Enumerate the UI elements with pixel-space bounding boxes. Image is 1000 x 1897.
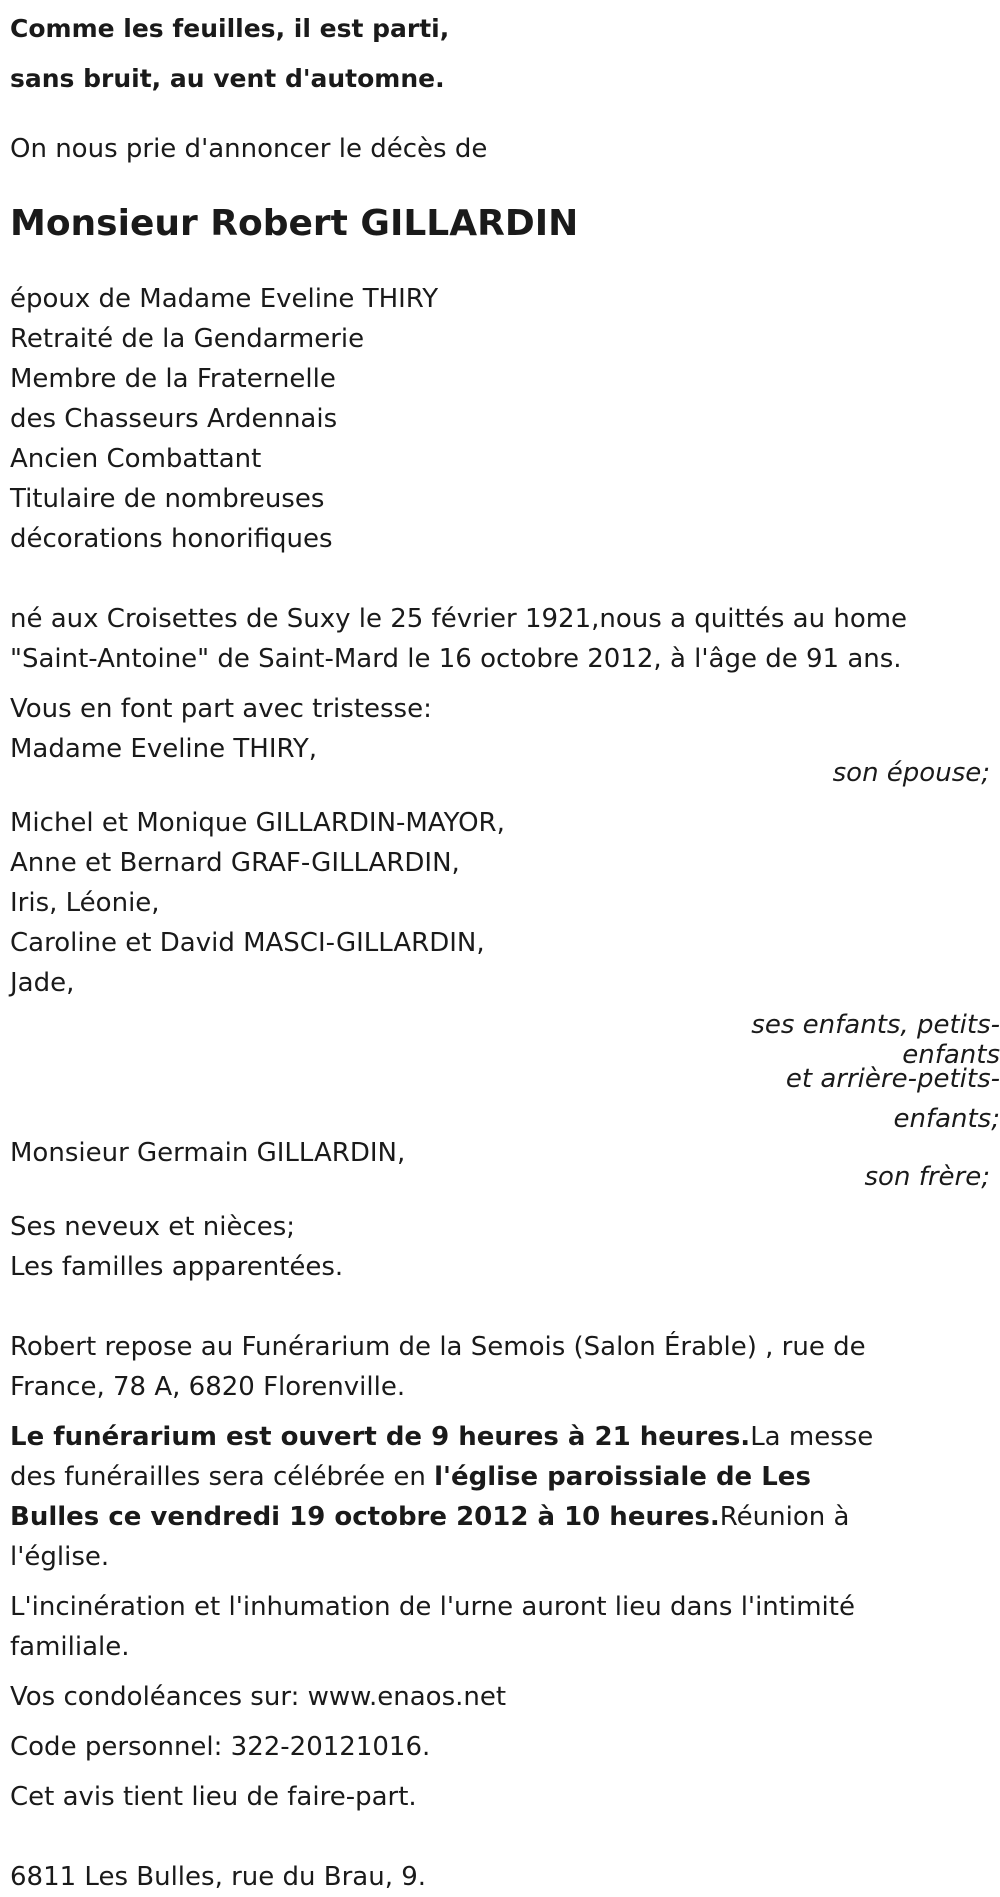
child-line: Iris, Léonie, (10, 888, 160, 918)
condolences-text: Vos condoléances sur: www.enaos.net (10, 1682, 507, 1712)
children-list (10, 803, 990, 1003)
address-text: 6811 Les Bulles, rue du Brau, 9. (10, 1862, 427, 1892)
relation-line: ses enfants, petits- (751, 1010, 1000, 1040)
funeral-info (10, 1417, 890, 1577)
personal-code: Code personnel: 322-20121016. (10, 1732, 431, 1762)
brother-name: Monsieur Germain GILLARDIN, (10, 1138, 406, 1168)
birth-line-2: "Saint-Antoine" de Saint-Mard le 16 octobre 2012, à l'âge de 91 ans. (10, 644, 902, 674)
relation-line: enfants (902, 1040, 1000, 1070)
title-line: Titulaire de nombreuses (10, 484, 325, 514)
title-line: décorations honorifiques (10, 524, 333, 554)
title-line: Retraité de la Gendarmerie (10, 324, 365, 354)
others-line: Les familles apparentées. (10, 1252, 344, 1282)
relation-line: enfants; (893, 1104, 1000, 1134)
others-line: Ses neveux et nièces; (10, 1212, 296, 1242)
funerarium-hours: Le funérarium est ouvert de 9 heures à 21 heures. (10, 1422, 751, 1452)
poem (10, 4, 990, 104)
titles-list (10, 279, 990, 559)
child-line: Anne et Bernard GRAF-GILLARDIN, (10, 848, 460, 878)
brother-entry (10, 1133, 990, 1197)
birth-line-1: né aux Croisettes de Suxy le 25 février 1921,nous a quittés au home (10, 604, 908, 634)
spouse-entry (10, 729, 990, 793)
relation-line: et arrière-petits- (785, 1064, 1000, 1094)
mass-location-date: l'église paroissiale de Les Bulles ce vendredi 19 octobre 2012 à 10 heures. (10, 1462, 811, 1532)
spouse-name: Madame Eveline THIRY, (10, 734, 318, 764)
title-line: époux de Madame Eveline THIRY (10, 284, 439, 314)
rest-line-2: France, 78 A, 6820 Florenville. (10, 1372, 406, 1402)
poem-line-1: Comme les feuilles, il est parti, (10, 14, 450, 43)
meeting-text: Réunion à l'église. (10, 1502, 850, 1572)
children-relation (750, 1005, 1000, 1139)
rest-line-1: Robert repose au Funérarium de la Semois (Salon Érable) , rue de (10, 1332, 866, 1362)
others-list (10, 1207, 990, 1287)
title-line: des Chasseurs Ardennais (10, 404, 338, 434)
title-line: Ancien Combattant (10, 444, 262, 474)
mass-text: La messe des funérailles sera célébrée en (10, 1422, 874, 1492)
notice-text: Cet avis tient lieu de faire-part. (10, 1782, 417, 1812)
brother-relation: son frère; (864, 1162, 990, 1192)
title-line: Membre de la Fraternelle (10, 364, 336, 394)
child-line: Jade, (10, 968, 75, 998)
announce-text: Vous en font part avec tristesse: (10, 694, 432, 724)
poem-line-2: sans bruit, au vent d'automne. (10, 64, 445, 93)
birth-death-info (10, 599, 990, 679)
deceased-name: Monsieur Robert GILLARDIN (10, 203, 579, 244)
spouse-relation: son épouse; (832, 758, 990, 788)
child-line: Caroline et David MASCI-GILLARDIN, (10, 928, 485, 958)
obituary-notice (10, 0, 1000, 1897)
cremation-text: L'incinération et l'inhumation de l'urne auront lieu dans l'intimité familiale. (10, 1592, 855, 1662)
child-line: Michel et Monique GILLARDIN-MAYOR, (10, 808, 505, 838)
intro-text: On nous prie d'annoncer le décès de (10, 134, 488, 164)
rest-info (10, 1327, 990, 1407)
